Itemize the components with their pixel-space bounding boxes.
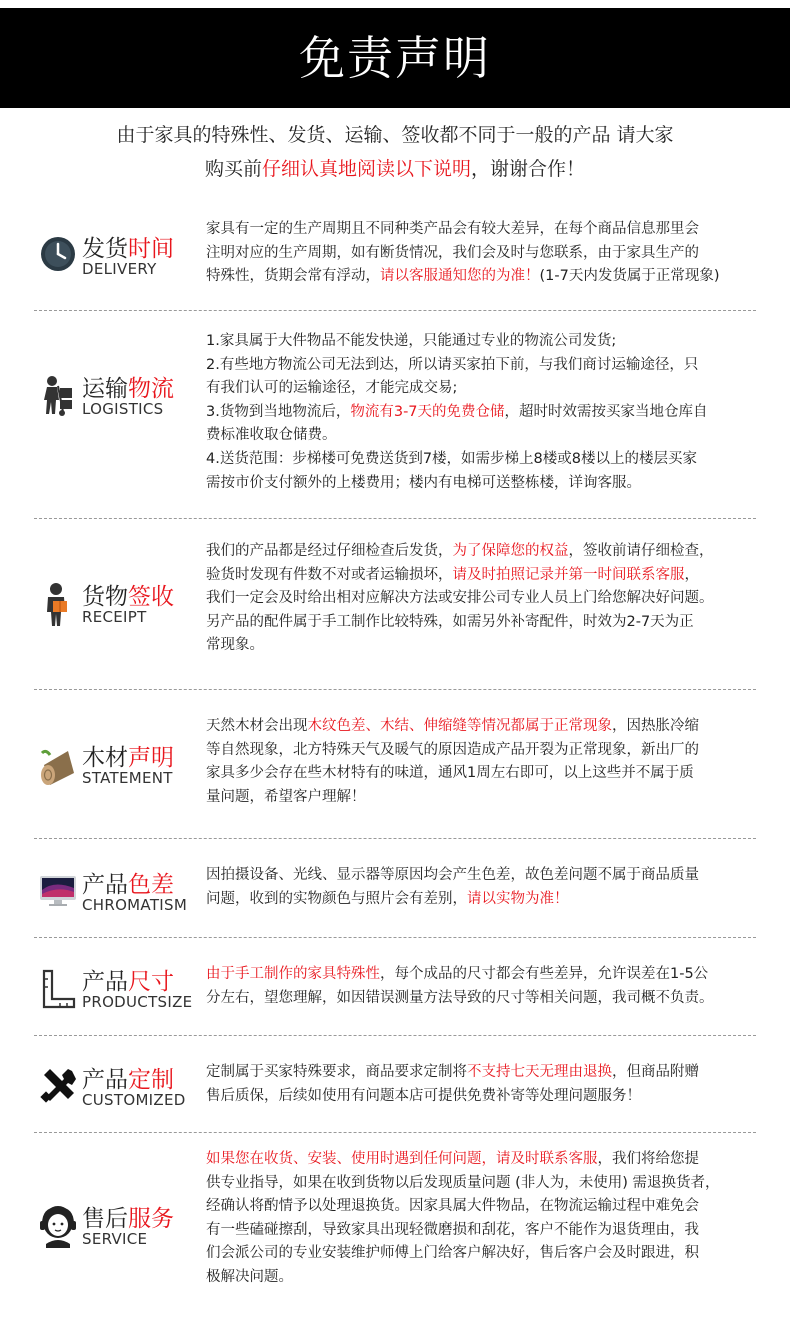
section-logistics [34, 310, 756, 519]
section-body [206, 963, 754, 1010]
body-text: 有一些磕碰擦刮，导致家具出现轻微磨损和刮花，客户不能作为退货理由，我 [206, 1221, 699, 1238]
body-text: 费标准收取仓储费。 [206, 427, 337, 444]
body-text: 4.送货范围：步梯楼可免费送货到7楼，如需步梯上8楼或8楼以上的楼层买家 [206, 450, 698, 467]
body-text: 验货时发现有件数不对或者运输损坏， [206, 566, 453, 583]
section-title-highlight: 色差 [128, 872, 174, 898]
body-line [206, 1195, 754, 1219]
section-customized [34, 1035, 756, 1133]
body-line [206, 864, 754, 888]
body-line [206, 564, 754, 588]
section-title-highlight: 定制 [128, 1067, 174, 1093]
body-line [206, 377, 754, 401]
intro-line-2 [0, 152, 790, 186]
package-receiver-icon [38, 582, 78, 626]
body-line [206, 611, 754, 635]
highlight-text: 不支持七天无理由退换 [467, 1064, 612, 1080]
body-text: 分左右，望您理解，如因错误测量方法导致的尺寸等相关问题，我司概不负责。 [206, 989, 714, 1006]
section-service [34, 1132, 756, 1322]
intro-line-2-tail: ，谢谢合作！ [471, 158, 586, 180]
body-text: ，我们将给您提 [597, 1151, 699, 1167]
section-body [206, 540, 754, 658]
body-line [206, 330, 754, 354]
section-title-plain: 木材 [82, 745, 128, 771]
section-title-plain: 产品 [82, 872, 128, 898]
intro-line-2-highlight: 仔细认真地阅读以下说明 [261, 158, 471, 180]
body-text: 经确认将酌情予以处理退换货。因家具属大件物品，在物流运输过程中难免会 [206, 1198, 699, 1215]
body-text: 天然木材会出现 [206, 718, 308, 734]
section-title-en: LOGISTICS [82, 400, 164, 418]
body-text: 另产品的配件属于手工制作比较特殊，如需另外补寄配件，时效为2-7天为正 [206, 613, 694, 630]
section-title-highlight: 签收 [128, 584, 174, 610]
body-line [206, 448, 754, 472]
body-line [206, 265, 754, 289]
section-title-zh [82, 1200, 174, 1233]
section-title-highlight: 时间 [128, 236, 174, 262]
body-line [206, 786, 754, 810]
intro-line-1: 由于家具的特殊性、发货、运输、签收都不同于一般的产品 请大家 [116, 124, 674, 146]
highlight-text: 物流有3-7天的免费仓储 [350, 403, 505, 420]
section-title-en: DELIVERY [82, 260, 157, 278]
section-title-plain: 售后 [82, 1206, 128, 1232]
body-line [206, 1266, 754, 1290]
page-title: 免责声明 [299, 31, 491, 85]
body-text: 我们一定会及时给出相对应解决方法或安排公司专业人员上门给您解决好问题。 [206, 590, 714, 607]
highlight-text: 为了保障您的权益 [452, 543, 569, 559]
body-text: 家具多少会存在些木材特有的味道，通风1周左右即可，以上这些并不属于质 [206, 765, 694, 782]
body-line [206, 1219, 754, 1243]
ruler-icon [38, 967, 78, 1011]
body-line [206, 242, 754, 266]
section-title-plain: 货物 [82, 584, 128, 610]
section-title-en: PRODUCTSIZE [82, 993, 193, 1011]
section-body [206, 1061, 754, 1108]
highlight-text: 如果您在收货、安装、使用时遇到任何问题，请及时联系客服 [206, 1151, 598, 1167]
customer-service-icon [38, 1204, 78, 1248]
body-text: 有我们认可的运输途径，才能完成交易; [206, 380, 458, 397]
body-line [206, 987, 754, 1011]
body-text: 量问题，希望客户理解！ [206, 788, 366, 805]
body-line [206, 1085, 754, 1109]
body-line [206, 218, 754, 242]
body-text: 因拍摄设备、光线、显示器等原因均会产生色差，故色差问题不属于商品质量 [206, 867, 699, 883]
body-line [206, 354, 754, 378]
body-line [206, 424, 754, 448]
body-text: 定制属于买家特殊要求，商品要求定制将 [206, 1064, 467, 1080]
body-text: ，超时时效需按买家当地仓库自 [504, 403, 708, 420]
highlight-text: 请以客服通知您的为准！ [380, 268, 540, 285]
body-line [206, 634, 754, 658]
wood-log-icon [38, 743, 78, 787]
body-line [206, 963, 754, 987]
section-title-zh [82, 1061, 174, 1094]
body-text: (1-7天内发货属于正常现象) [539, 268, 720, 285]
body-text: ，因热胀冷缩 [612, 718, 699, 734]
body-line [206, 1148, 754, 1172]
body-line [206, 888, 754, 912]
section-title-zh [82, 866, 174, 899]
section-title-plain: 产品 [82, 969, 128, 995]
section-body [206, 715, 754, 809]
body-line [206, 587, 754, 611]
body-line [206, 1242, 754, 1266]
section-chromatism [34, 838, 756, 938]
body-text: ，签收前请仔细检查， [568, 543, 714, 559]
body-line [206, 739, 754, 763]
body-text: 极解决问题。 [206, 1268, 293, 1285]
body-line [206, 540, 754, 564]
body-line [206, 715, 754, 739]
section-body [206, 1148, 754, 1290]
body-text: 问题，收到的实物颜色与照片会有差别， [206, 890, 467, 907]
section-title-zh [82, 370, 174, 403]
section-title-zh [82, 578, 174, 611]
clock-icon [38, 234, 78, 278]
body-line [206, 762, 754, 786]
section-title-highlight: 尺寸 [128, 969, 174, 995]
body-text: 需按市价支付额外的上楼费用；楼内有电梯可送整栋楼，详询客服。 [206, 474, 641, 491]
body-text: 家具有一定的生产周期且不同种类产品会有较大差异，在每个商品信息那里会 [206, 221, 699, 237]
body-text: 特殊性，货期会常有浮动， [206, 268, 380, 285]
highlight-text: 请及时拍照记录并第一时间联系客服 [452, 566, 685, 583]
body-text: 2.有些地方物流公司无法到达，所以请买家拍下前，与我们商讨运输途径，只 [206, 356, 699, 373]
section-body [206, 330, 754, 495]
section-title-zh [82, 963, 174, 996]
body-text: 售后质保，后续如使用有问题本店可提供免费补寄等处理问题服务！ [206, 1087, 641, 1104]
title-banner [0, 8, 790, 108]
section-productsize [34, 937, 756, 1036]
body-text: ，每个成品的尺寸都会有些差异，允许误差在1-5公 [380, 966, 709, 982]
body-text: 常现象。 [206, 637, 264, 654]
section-title-plain: 运输 [82, 376, 128, 402]
section-title-zh [82, 739, 174, 772]
section-title-zh [82, 230, 174, 263]
section-title-en: RECEIPT [82, 608, 147, 626]
section-title-en: CUSTOMIZED [82, 1091, 186, 1109]
body-line [206, 1172, 754, 1196]
section-title-en: CHROMATISM [82, 896, 188, 914]
body-text: 我们的产品都是经过仔细检查后发货， [206, 543, 453, 559]
section-body [206, 864, 754, 911]
highlight-text: 请以实物为准！ [467, 890, 569, 907]
section-title-highlight: 声明 [128, 745, 174, 771]
intro-line-2-lead: 购买前 [204, 158, 262, 180]
section-delivery [34, 208, 756, 311]
intro-text [0, 118, 790, 186]
tools-icon [38, 1065, 78, 1109]
body-text: 注明对应的生产周期，如有断货情况，我们会及时与您联系，由于家具生产的 [206, 244, 699, 261]
section-title-plain: 发货 [82, 236, 128, 262]
body-text: 3.货物到当地物流后， [206, 403, 351, 420]
body-text: 们会派公司的专业安装维护师傅上门给客户解决好，售后客户会及时跟进，积 [206, 1245, 699, 1262]
delivery-worker-icon [38, 374, 78, 418]
section-title-plain: 产品 [82, 1067, 128, 1093]
monitor-icon [38, 870, 78, 914]
section-title-highlight: 服务 [128, 1206, 174, 1232]
section-statement [34, 689, 756, 839]
body-text: 等自然现象，北方特殊天气及暖气的原因造成产品开裂为正常现象，新出厂的 [206, 741, 699, 758]
body-text: 供专业指导，如果在收到货物以后发现质量问题 (非人为，未使用) 需退换货者， [206, 1174, 720, 1191]
section-title-en: SERVICE [82, 1230, 148, 1248]
body-line [206, 401, 754, 425]
highlight-text: 木纹色差、木结、伸缩缝等情况都属于正常现象 [307, 718, 612, 734]
body-text: ，但商品附赠 [612, 1064, 699, 1080]
body-line [206, 1061, 754, 1085]
body-line [206, 472, 754, 496]
body-text: ， [684, 566, 699, 583]
highlight-text: 由于手工制作的家具特殊性 [206, 966, 380, 982]
body-text: 1.家具属于大件物品不能发快递，只能通过专业的物流公司发货; [206, 333, 617, 349]
section-body [206, 218, 754, 289]
section-receipt [34, 518, 756, 690]
section-title-highlight: 物流 [128, 376, 174, 402]
section-title-en: STATEMENT [82, 769, 173, 787]
